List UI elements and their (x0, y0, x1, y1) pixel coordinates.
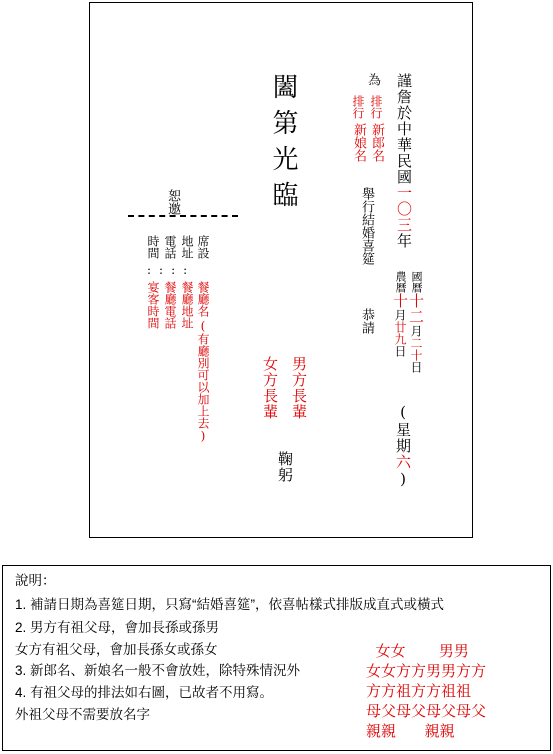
lunar-month-char: 月 (393, 309, 407, 321)
date-prefix: 詹於中華民國 (395, 89, 413, 185)
lunar-day: 廿九 (393, 321, 407, 345)
venue-phone: 餐廳電話 (163, 281, 177, 329)
venue-address: 餐廳地址 (180, 281, 194, 329)
lunar-column (392, 271, 407, 357)
bow-text: 鞠躬 (276, 451, 294, 483)
gregorian-month-char: 月 (409, 325, 423, 337)
gregorian-column (408, 271, 423, 373)
weekday-open: (星期 (394, 403, 412, 454)
grandparent-diagram (366, 644, 486, 744)
gregorian-month: 十二 (407, 293, 425, 325)
gregorian-day: 二十 (409, 337, 423, 361)
groom-rank-placeholder: 排行 (369, 95, 383, 119)
note-item-1: 1. 補請日期為喜筵日期，只寫“結婚喜筵”，依喜帖樣式排版成直式或橫式 (15, 597, 444, 612)
tel-label: 電話 (163, 235, 177, 259)
date-column (396, 73, 411, 249)
notes-title: 說明： (15, 573, 56, 588)
diagram-row: 女女 男男 (366, 642, 469, 660)
jin-text: 謹 (395, 73, 413, 89)
bride-parent: 女方長輩 (261, 356, 279, 420)
bride-rank-placeholder: 排行 (351, 95, 365, 119)
venue-name: 餐廳名 (196, 281, 210, 317)
lunar-month: 十 (391, 293, 409, 309)
bride-name-placeholder: 新娘名 (351, 123, 366, 162)
wedding-text: 舉行結婚喜筵 (359, 187, 374, 265)
rsvp-text: 恕邀 (165, 189, 180, 215)
main-title: 闔第光臨 (268, 73, 298, 217)
groom-name-placeholder: 新郎名 (369, 123, 384, 162)
invitation-card (89, 2, 473, 538)
gregorian-day-char: 日 (409, 361, 423, 373)
groom-parent: 男方長輩 (290, 356, 308, 420)
venue-label: 席設 (196, 235, 210, 259)
time-label: 時間 (146, 235, 160, 259)
note-item-2b: 女方有祖父母，會加長孫女或孫女 (15, 642, 218, 657)
diagram-row: 女女方方男男方方 (366, 662, 487, 680)
diagram-row: 方方祖方方祖祖 (366, 682, 472, 700)
lunar-day-char: 日 (393, 345, 407, 357)
note-item-4b: 外祖父母不需要放名字 (15, 707, 150, 722)
venue-colons: :::: (147, 263, 196, 277)
venue-name-note: (有廳別可以加上去) (196, 319, 210, 443)
note-item-2: 2. 男方有祖父母，會加長孫或孫男 (15, 620, 220, 635)
notes-box (2, 565, 551, 751)
note-item-3: 3. 新郎名、新娘名一般不會放姓，除特殊情況外 (15, 663, 301, 678)
year-value: 一〇三 (395, 185, 413, 233)
note-item-4: 4. 有祖父母的排法如右圖，已故者不用寫。 (15, 685, 274, 700)
banquet-time: 宴客時間 (146, 281, 160, 329)
divider-dashed (128, 215, 238, 217)
diagram-row: 親親 親親 (366, 722, 455, 740)
weekday-column (395, 403, 410, 489)
weekday-close: ) (394, 470, 412, 489)
diagram-row: 母父母父母父母父 (366, 702, 487, 720)
year-suffix: 年 (395, 233, 413, 249)
addr-label: 地址 (180, 235, 194, 259)
weekday-value: 六 (394, 454, 412, 470)
gregorian-label: 國曆 (410, 271, 423, 293)
lunar-label: 農曆 (394, 271, 407, 293)
wei-text: 為 (365, 73, 380, 86)
respect-text: 恭請 (359, 308, 374, 334)
